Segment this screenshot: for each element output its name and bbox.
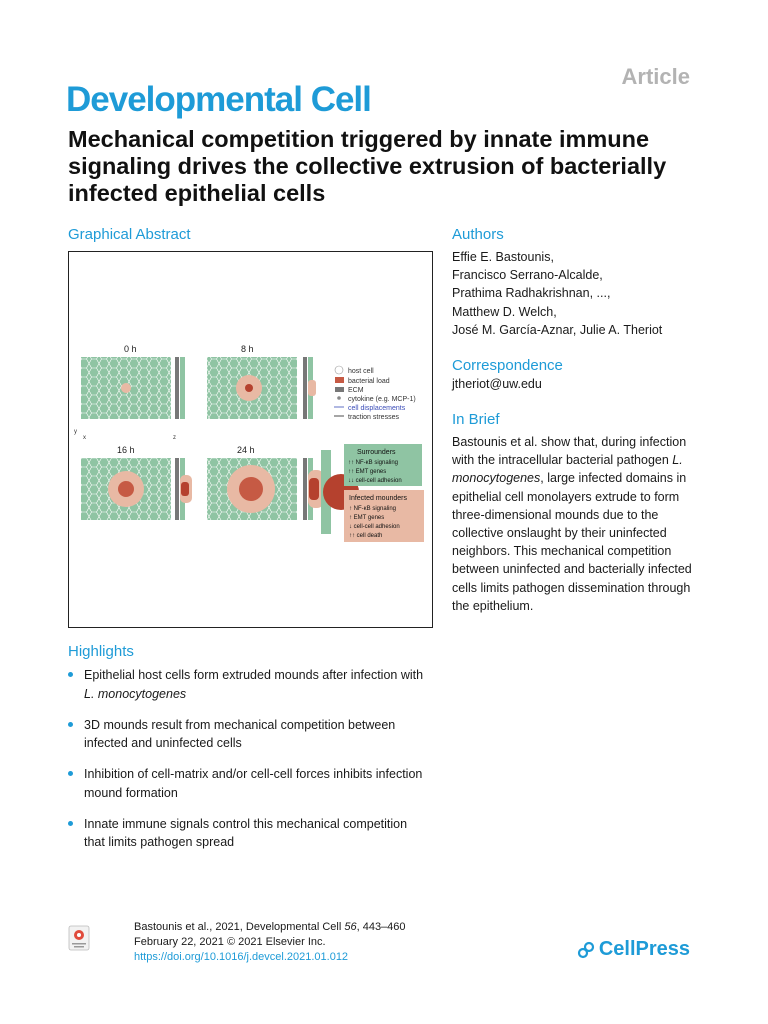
legend-ecm: ECM: [348, 387, 364, 394]
journal-name[interactable]: Developmental Cell: [66, 80, 371, 119]
publisher-name: CellPress: [598, 938, 690, 960]
citation-line: [134, 920, 406, 935]
bacterial-load: [118, 481, 134, 497]
bacterial-side-view: [309, 478, 319, 500]
author-line: Prathima Radhakrishnan, ...,: [452, 286, 611, 301]
doi-link[interactable]: https://doi.org/10.1016/j.devcel.2021.01.012: [134, 951, 349, 963]
article-type-label: Article: [621, 64, 690, 89]
axis-marker: x: [83, 435, 86, 441]
citation-text: Bastounis et al., 2021, Developmental Cell: [134, 921, 345, 933]
highlight-item: Inhibition of cell-matrix and/or cell-cell forces inhibits infection mound formation: [68, 765, 428, 802]
author-line: Francisco Serrano-Alcalde,: [452, 268, 603, 283]
cellpress-mark-icon: [577, 941, 595, 959]
legend-traction-stresses: traction stresses: [348, 414, 399, 421]
mounders-item: ↓ cell-cell adhesion: [349, 524, 400, 530]
highlights-list: [68, 666, 428, 864]
mounders-item: ↑ EMT genes: [349, 515, 385, 521]
surrounders-item: ↑↑ NF-κB signaling: [348, 460, 399, 466]
citation-date: February 22, 2021 © 2021 Elsevier Inc.: [134, 936, 326, 948]
highlight-text: Epithelial host cells form extruded mounds after infection with: [84, 668, 424, 682]
bacterial-load: [245, 384, 253, 392]
time-label: 24 h: [237, 445, 255, 455]
bacterial-side-view: [181, 482, 189, 496]
legend-cytokine: cytokine (e.g. MCP-1): [348, 396, 416, 403]
highlight-item: Innate immune signals control this mechanical competition that limits pathogen spread: [68, 815, 428, 852]
graphical-abstract-figure: [69, 332, 432, 547]
correspondence-heading: Correspondence: [452, 357, 563, 374]
citation-volume: 56: [344, 921, 357, 933]
citation-pages: , 443–460: [356, 921, 406, 933]
legend-host-cell-swatch: [335, 366, 343, 374]
in-brief-text: [452, 433, 702, 615]
surrounders-item: ↓↓ cell-cell adhesion: [348, 478, 402, 484]
legend-bacterial-load: bacterial load: [348, 378, 390, 385]
graphical-abstract-heading: Graphical Abstract: [68, 226, 191, 243]
citation-block: [134, 920, 406, 965]
in-brief-heading: In Brief: [452, 411, 500, 428]
infected-side-view: [308, 380, 316, 396]
ecm-side-view: [175, 357, 179, 419]
legend-bacterial-swatch: [335, 377, 344, 383]
time-label: 8 h: [241, 344, 254, 354]
authors-heading: Authors: [452, 226, 504, 243]
highlight-item: [68, 666, 428, 703]
cell-side-view: [180, 357, 185, 419]
author-line: Matthew D. Welch,: [452, 304, 557, 319]
article-title: Mechanical competition triggered by innate immune signaling drives the collective extrusion of bacterially infected epithelial cells: [68, 126, 667, 206]
axis-marker: y: [74, 429, 77, 435]
ecm-side-view: [303, 357, 307, 419]
species-name: L. monocytogenes: [84, 686, 187, 701]
cellpress-logo[interactable]: [577, 938, 690, 961]
bacterial-load: [239, 477, 263, 501]
ecm-side-view: [303, 458, 307, 520]
highlights-heading: Highlights: [68, 643, 134, 660]
graphical-abstract-box: [68, 251, 433, 628]
surrounders-item: ↑↑ EMT genes: [348, 469, 387, 475]
time-label: 16 h: [117, 445, 135, 455]
mounders-item: ↑ NF-κB signaling: [349, 506, 397, 512]
time-label: 0 h: [124, 344, 137, 354]
ecm-side-view: [175, 458, 179, 520]
legend-host-cell: host cell: [348, 368, 374, 375]
infected-cell: [121, 383, 131, 393]
legend-cytokine-swatch: [337, 396, 341, 400]
authors-list: [452, 248, 722, 339]
species-name: L. monocytogenes: [452, 453, 683, 486]
check-for-updates-icon[interactable]: [68, 925, 90, 951]
highlight-item: 3D mounds result from mechanical competition between infected and uninfected cells: [68, 716, 428, 753]
mounders-title: Infected mounders: [349, 495, 407, 502]
in-brief-part: Bastounis et al. show that, during infection with the intracellular bacterial pathogen: [452, 435, 687, 468]
in-brief-part: , large infected domains in epithelial cell monolayers extrude to form three-dimensional mounds due to the collective onslaught by their uninfected neighbors. This mechanical competition between uninfected and bacterially infected cells limits pathogen dissemination through the epithelium.: [452, 471, 692, 613]
author-line: José M. García-Aznar, Julie A. Theriot: [452, 322, 663, 337]
legend-ecm-swatch: [335, 387, 344, 392]
mounders-item: ↑↑ cell death: [349, 533, 383, 539]
legend-cell-displacements: cell displacements: [348, 405, 406, 412]
author-line: Effie E. Bastounis,: [452, 250, 554, 264]
axis-marker: z: [173, 435, 176, 441]
correspondence-email[interactable]: jtheriot@uw.edu: [452, 377, 542, 391]
surrounders-title: Surrounders: [357, 449, 396, 456]
